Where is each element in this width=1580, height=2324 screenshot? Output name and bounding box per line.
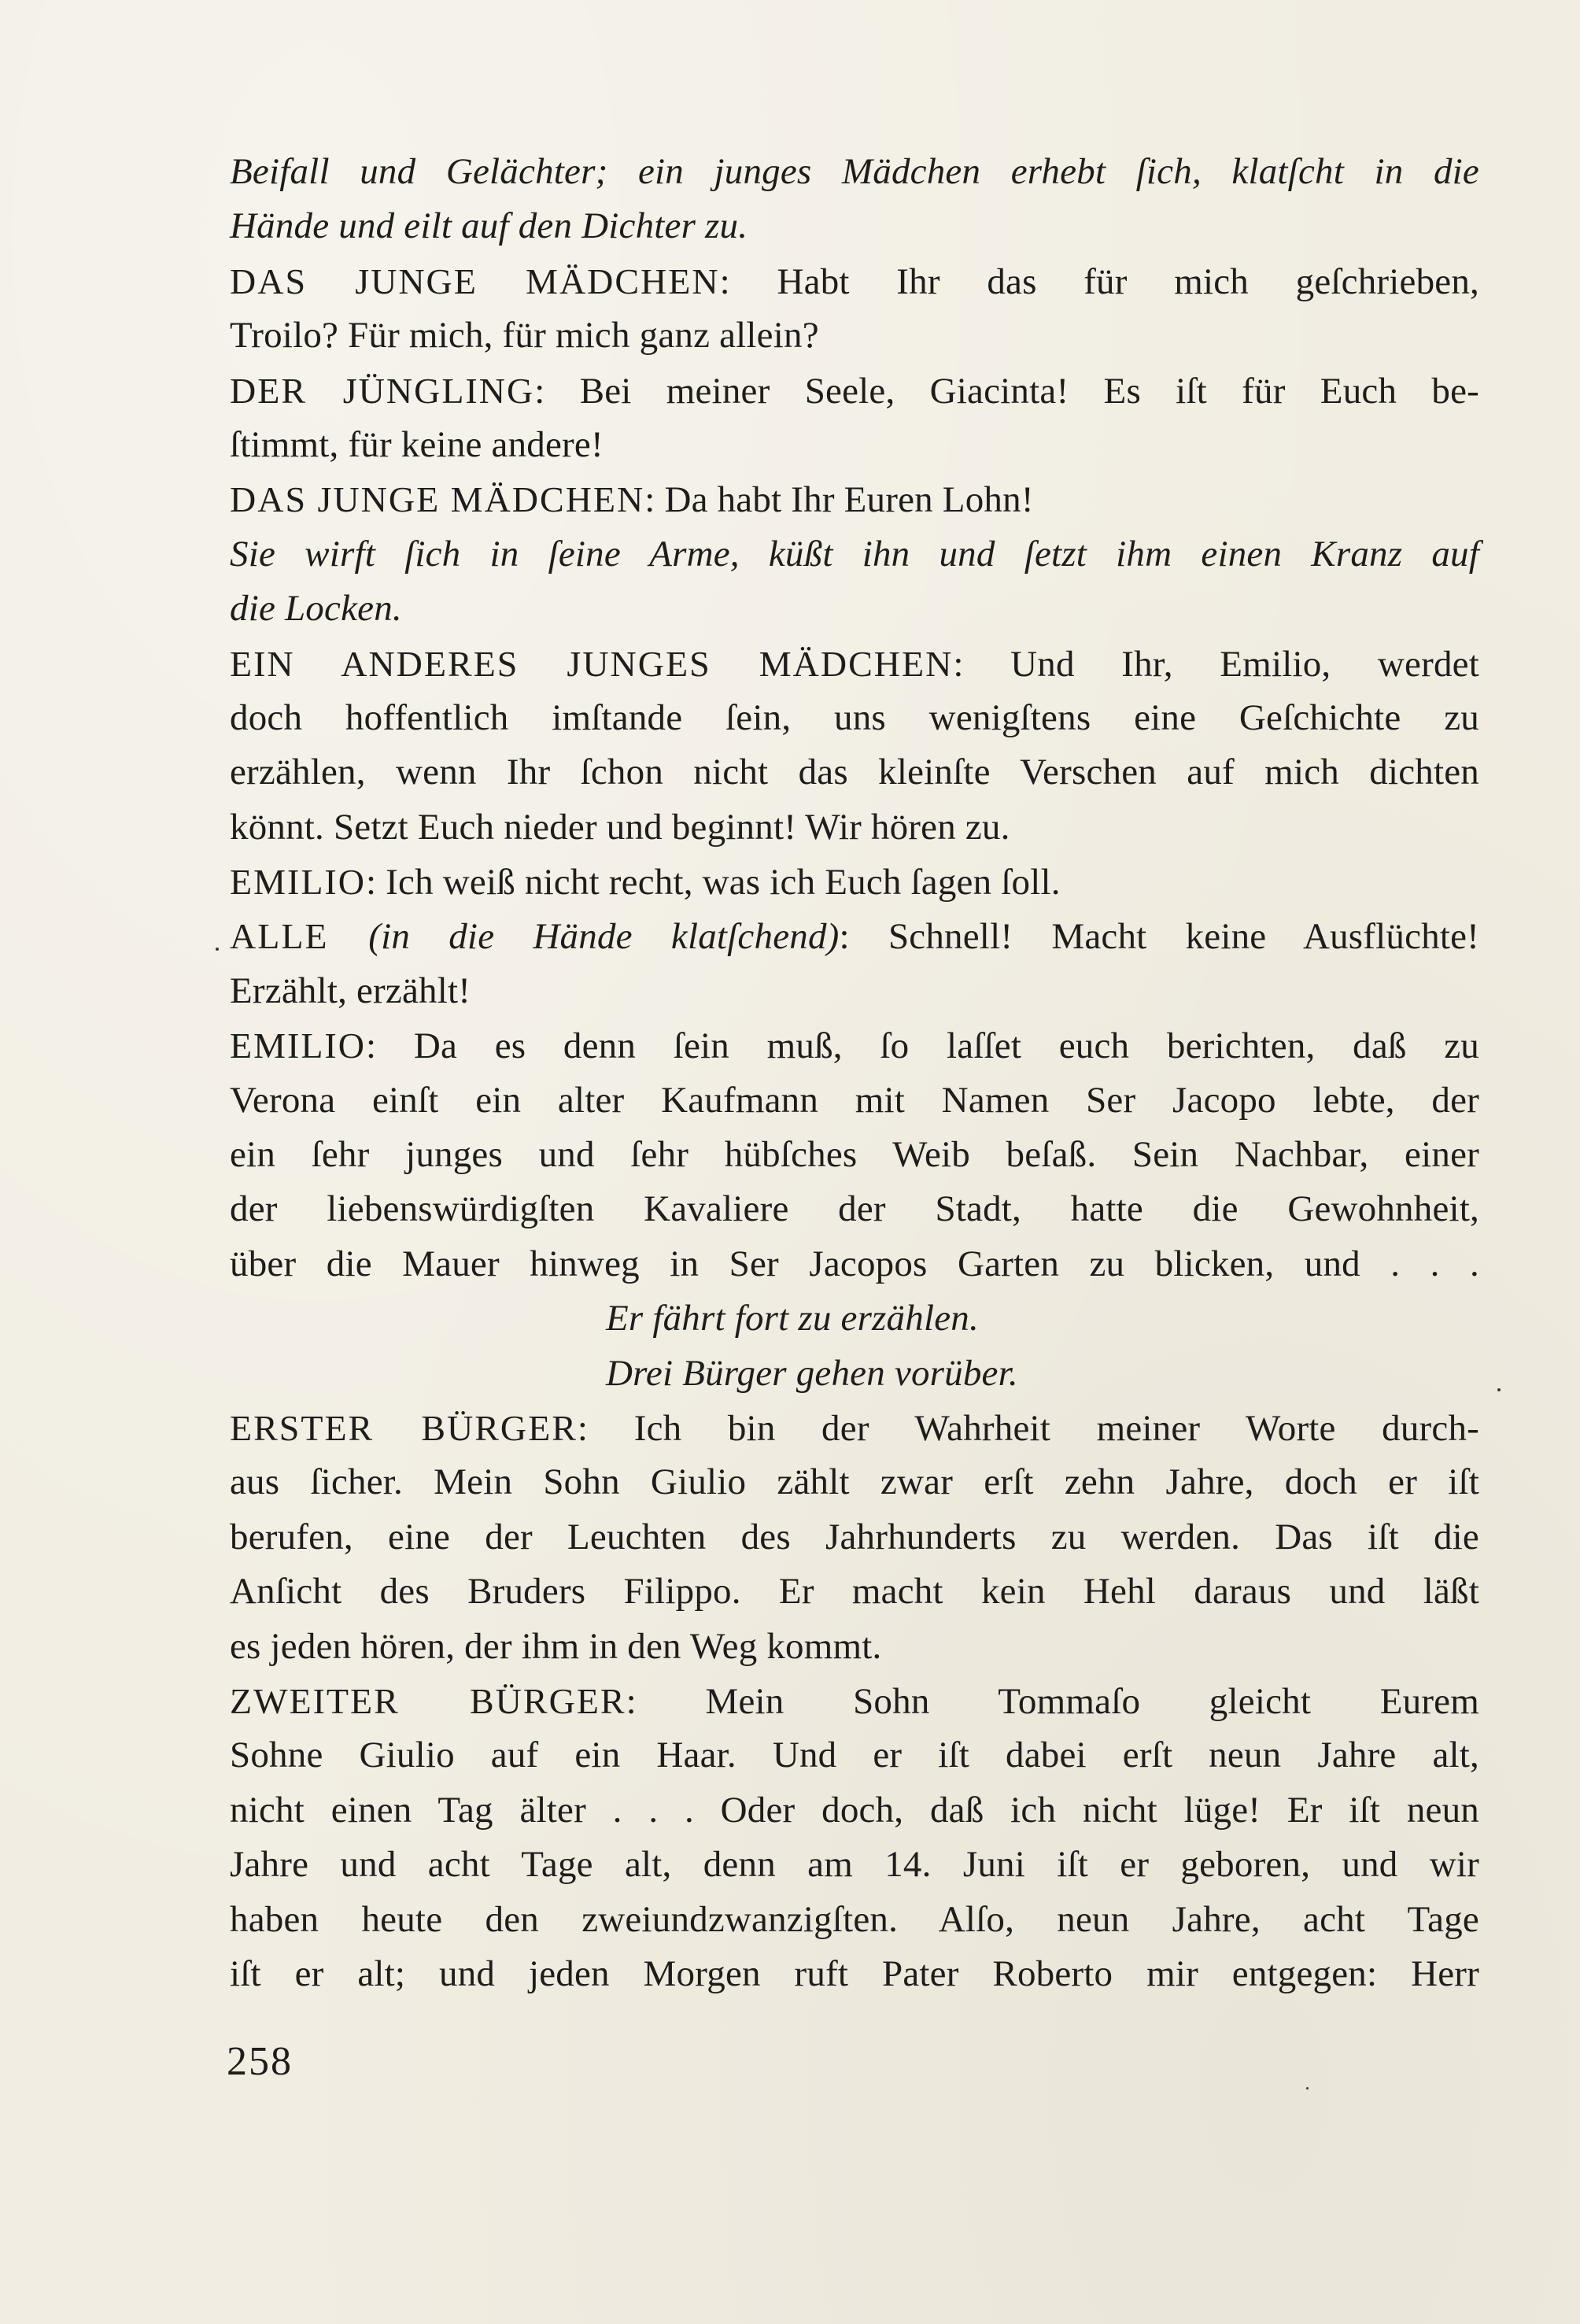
speaker-name: ERSTER BÜRGER xyxy=(230,1407,578,1448)
text-line xyxy=(230,745,1479,800)
text-line xyxy=(230,1401,1479,1455)
speck-dot xyxy=(216,948,219,951)
dialogue-text: : Mein Sohn Tommaſo gleicht Eurem xyxy=(626,1680,1479,1722)
dialogue-text: der liebenswürdigſten Kavaliere der Stadt, hatte die Gewohnheit, xyxy=(230,1188,1479,1230)
dialogue-text: : Und Ihr, Emilio, werdet xyxy=(953,643,1479,685)
text-line xyxy=(230,1783,1479,1838)
dialogue-text: Verona einſt ein alter Kaufmann mit Namen Ser Jacopo lebte, der xyxy=(230,1079,1479,1121)
speaker-name: ZWEITER BÜRGER xyxy=(230,1680,626,1721)
text-line xyxy=(230,1510,1479,1565)
dialogue-text: aus ſicher. Mein Sohn Giulio zählt zwar erſt zehn Jahre, doch er iſt xyxy=(230,1461,1479,1503)
page-number: 258 xyxy=(227,2039,293,2084)
text-line xyxy=(230,1455,1479,1509)
dialogue-text: könnt. Setzt Euch nieder und beginnt! Wir hören zu. xyxy=(230,806,1010,848)
dialogue-text: berufen, eine der Leuchten des Jahrhunderts zu werden. Das iſt die xyxy=(230,1516,1479,1557)
dialogue-text: ein ſehr junges und ſehr hübſches Weib beſaß. Sein Nachbar, einer xyxy=(230,1134,1479,1176)
text-line xyxy=(230,1018,1479,1073)
stage-direction: Beifall und Gelächter; ein junges Mädchen erhebt ſich, klatſcht in die xyxy=(230,151,1479,192)
speaker-name: EMILIO xyxy=(230,1025,366,1066)
text-line xyxy=(230,254,1479,309)
text-line xyxy=(230,1073,1479,1128)
dialogue-text: Troilo? Für mich, für mich ganz allein? xyxy=(230,315,819,357)
dialogue-text: : Ich weiß nicht recht, was ich Euch ſagen ſoll. xyxy=(365,862,1061,903)
dialogue-text: doch hoffentlich imſtande ſein, uns wenigſtens eine Geſchichte zu xyxy=(230,696,1479,738)
dialogue-text: : Schnell! Macht keine Ausflüchte! xyxy=(839,916,1480,958)
text-line xyxy=(230,527,1479,582)
speaker-name: EIN ANDERES JUNGES MÄDCHEN xyxy=(230,643,954,684)
text-line xyxy=(230,1237,1479,1291)
stage-direction: die Locken. xyxy=(230,588,402,630)
stage-direction-line xyxy=(230,1291,1479,1346)
speaker-name: DER JÜNGLING xyxy=(230,370,535,411)
dialogue-text: : Habt Ihr das für mich geſchrieben, xyxy=(719,260,1479,302)
dialogue-text: : Da es denn ſein muß, ſo laſſet euch berichten, daß zu xyxy=(365,1025,1479,1067)
stage-direction: Drei Bürger gehen vorüber. xyxy=(606,1352,1018,1394)
stage-direction: Sie wirft ſich in ſeine Arme, küßt ihn und ſetzt ihm einen Kranz auf xyxy=(230,533,1479,575)
text-line xyxy=(230,582,1479,636)
dialogue-text: Jahre und acht Tage alt, denn am 14. Juni iſt er geboren, und wir xyxy=(230,1844,1479,1886)
text-line xyxy=(230,691,1479,745)
speck-dot xyxy=(1306,2087,1309,2089)
text-line xyxy=(230,145,1479,199)
text-line xyxy=(230,1947,1479,2001)
page-body-text xyxy=(230,145,1479,2001)
dialogue-text: : Ich bin der Wahrheit meiner Worte durch- xyxy=(577,1407,1480,1449)
text-line xyxy=(230,1565,1479,1619)
dialogue-text: ſtimmt, für keine andere! xyxy=(230,423,604,465)
text-line xyxy=(230,1182,1479,1236)
text-line xyxy=(230,1620,1479,1674)
speaker-name: EMILIO xyxy=(230,862,366,903)
dialogue-text: erzählen, wenn Ihr ſchon nicht das kleinſte Verschen auf mich dichten xyxy=(230,752,1479,793)
dialogue-text: iſt er alt; und jeden Morgen ruft Pater Roberto mir entgegen: Herr xyxy=(230,1953,1479,1994)
stage-direction-line xyxy=(230,1347,1479,1401)
dialogue-text: : Da habt Ihr Euren Lohn! xyxy=(644,479,1034,521)
text-line xyxy=(230,199,1479,253)
text-line xyxy=(230,309,1479,363)
text-line xyxy=(230,364,1479,418)
text-line xyxy=(230,1128,1479,1182)
text-line xyxy=(230,418,1479,472)
text-line xyxy=(230,800,1479,855)
speaker-name: ALLE xyxy=(230,916,369,957)
dialogue-text: : Bei meiner Seele, Giacinta! Es iſt für Euch be- xyxy=(534,370,1479,412)
text-line xyxy=(230,1893,1479,1947)
dialogue-text: Sohne Giulio auf ein Haar. Und er iſt dabei erſt neun Jahre alt, xyxy=(230,1735,1479,1776)
text-line xyxy=(230,855,1479,909)
speaker-name: DAS JUNGE MÄDCHEN xyxy=(230,479,645,520)
dialogue-text: Erzählt, erzählt! xyxy=(230,970,471,1011)
text-line xyxy=(230,1838,1479,1892)
dialogue-text: es jeden hören, der ihm in den Weg kommt. xyxy=(230,1625,882,1667)
speck-dot xyxy=(1497,1388,1501,1391)
dialogue-text: über die Mauer hinweg in Ser Jacopos Garten zu blicken, und . . . xyxy=(230,1243,1479,1284)
stage-direction: (in die Hände klatſchend) xyxy=(368,916,840,958)
text-line xyxy=(230,964,1479,1018)
stage-direction: Er fährt fort zu erzählen. xyxy=(606,1298,979,1339)
text-line xyxy=(230,472,1479,527)
text-line xyxy=(230,909,1479,963)
stage-direction: Hände und eilt auf den Dichter zu. xyxy=(230,205,748,247)
dialogue-text: Anſicht des Bruders Filippo. Er macht kein Hehl daraus und läßt xyxy=(230,1571,1479,1613)
dialogue-text: haben heute den zweiundzwanzigſten. Alſo, neun Jahre, acht Tage xyxy=(230,1898,1479,1940)
speaker-name: DAS JUNGE MÄDCHEN xyxy=(230,260,720,301)
text-line xyxy=(230,1728,1479,1783)
dialogue-text: nicht einen Tag älter . . . Oder doch, daß ich nicht lüge! Er iſt neun xyxy=(230,1789,1479,1831)
text-line xyxy=(230,1674,1479,1728)
text-line xyxy=(230,637,1479,691)
